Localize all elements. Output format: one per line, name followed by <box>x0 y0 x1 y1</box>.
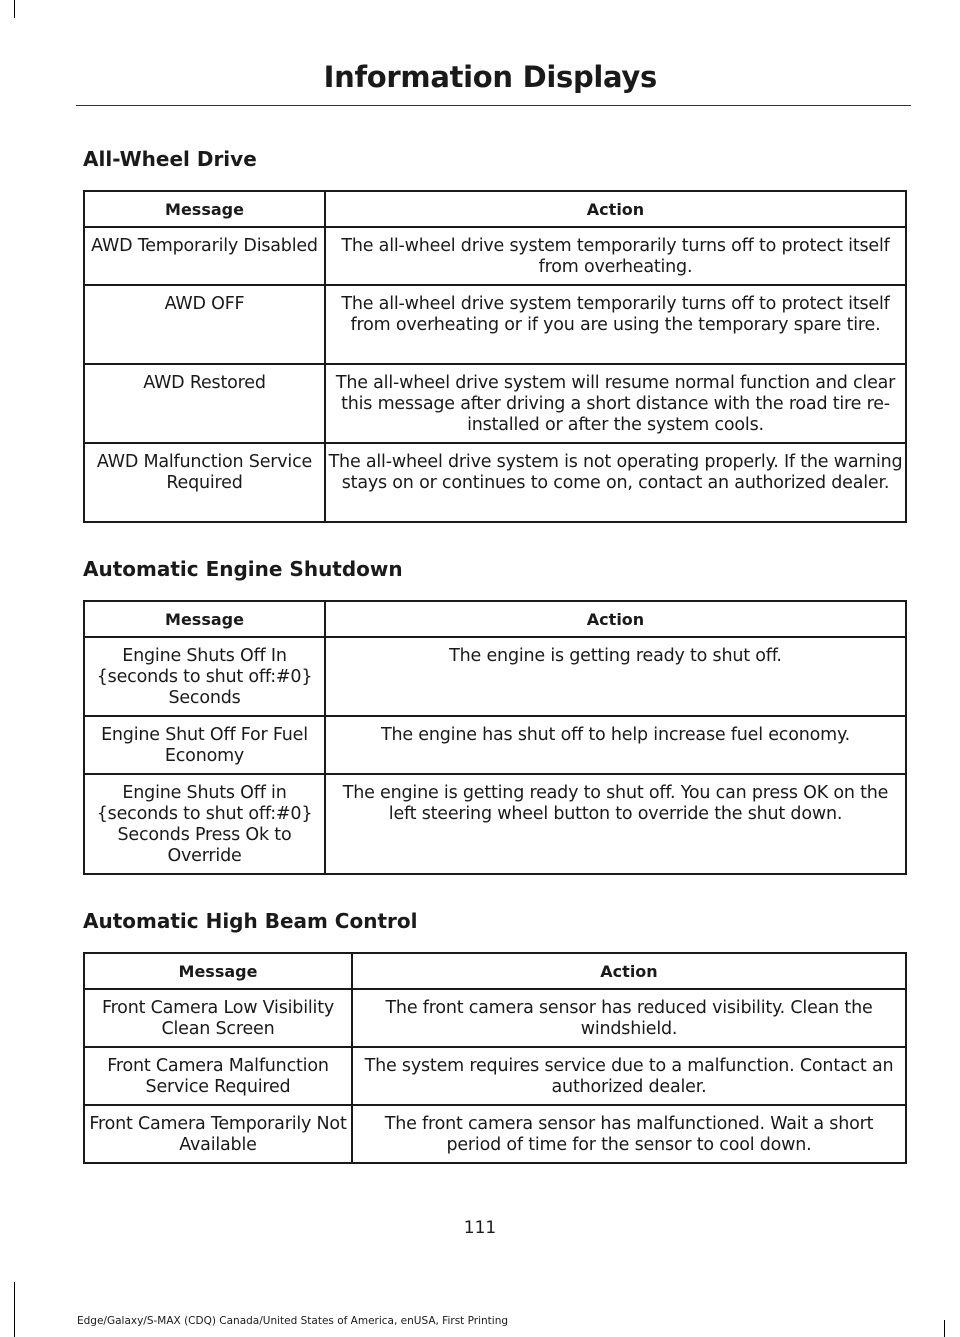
message-cell: Front Camera Malfunction Service Required <box>84 1047 352 1105</box>
footer-edition-text: Edge/Galaxy/S-MAX (CDQ) Canada/United States of America, enUSA, First Printing <box>77 1315 509 1327</box>
action-cell: The engine is getting ready to shut off. You can press OK on the left steering wheel button to override the shut down. <box>325 774 906 874</box>
table-header-row <box>84 601 906 637</box>
message-cell: AWD Restored <box>84 364 325 443</box>
page-number: 111 <box>463 1218 497 1238</box>
crop-mark <box>944 1320 945 1337</box>
table-row <box>84 637 906 716</box>
action-cell: The front camera sensor has reduced visibility. Clean the windshield. <box>352 989 906 1047</box>
awd-message-table <box>83 190 907 523</box>
section-title-awd: All-Wheel Drive <box>83 147 257 171</box>
action-cell: The all-wheel drive system is not operating properly. If the warning stays on or continues to come on, contact an authorized dealer. <box>325 443 906 522</box>
section-title-engine-shutdown: Automatic Engine Shutdown <box>83 557 403 581</box>
column-header-action: Action <box>325 191 906 227</box>
message-cell: AWD Malfunction Service Required <box>84 443 325 522</box>
action-cell: The all-wheel drive system will resume normal function and clear this message after driving a short distance with the road tire re-installed or after the system cools. <box>325 364 906 443</box>
column-header-message: Message <box>84 191 325 227</box>
column-header-message: Message <box>84 953 352 989</box>
table-row <box>84 227 906 285</box>
crop-mark <box>14 1282 15 1337</box>
message-cell: Engine Shut Off For Fuel Economy <box>84 716 325 774</box>
table-header-row <box>84 953 906 989</box>
table-row <box>84 989 906 1047</box>
table-row <box>84 364 906 443</box>
column-header-action: Action <box>352 953 906 989</box>
table-row <box>84 285 906 364</box>
action-cell: The engine has shut off to help increase fuel economy. <box>325 716 906 774</box>
header-divider <box>76 105 911 106</box>
table-row <box>84 1047 906 1105</box>
section-title-high-beam: Automatic High Beam Control <box>83 909 418 933</box>
table-row <box>84 774 906 874</box>
action-cell: The engine is getting ready to shut off. <box>325 637 906 716</box>
column-header-message: Message <box>84 601 325 637</box>
column-header-action: Action <box>325 601 906 637</box>
table-row <box>84 443 906 522</box>
crop-mark <box>14 0 15 18</box>
table-header-row <box>84 191 906 227</box>
message-cell: Engine Shuts Off In {seconds to shut off:#0} Seconds <box>84 637 325 716</box>
message-cell: Front Camera Temporarily Not Available <box>84 1105 352 1163</box>
engine-shutdown-message-table <box>83 600 907 875</box>
message-cell: Front Camera Low Visibility Clean Screen <box>84 989 352 1047</box>
table-row <box>84 716 906 774</box>
action-cell: The front camera sensor has malfunctioned. Wait a short period of time for the sensor to cool down. <box>352 1105 906 1163</box>
message-cell: AWD OFF <box>84 285 325 364</box>
action-cell: The all-wheel drive system temporarily turns off to protect itself from overheating. <box>325 227 906 285</box>
page-title: Information Displays <box>323 60 657 94</box>
message-cell: AWD Temporarily Disabled <box>84 227 325 285</box>
high-beam-message-table <box>83 952 907 1164</box>
message-cell: Engine Shuts Off in {seconds to shut off:#0} Seconds Press Ok to Override <box>84 774 325 874</box>
table-row <box>84 1105 906 1163</box>
action-cell: The all-wheel drive system temporarily turns off to protect itself from overheating or if you are using the temporary spare tire. <box>325 285 906 364</box>
action-cell: The system requires service due to a malfunction. Contact an authorized dealer. <box>352 1047 906 1105</box>
